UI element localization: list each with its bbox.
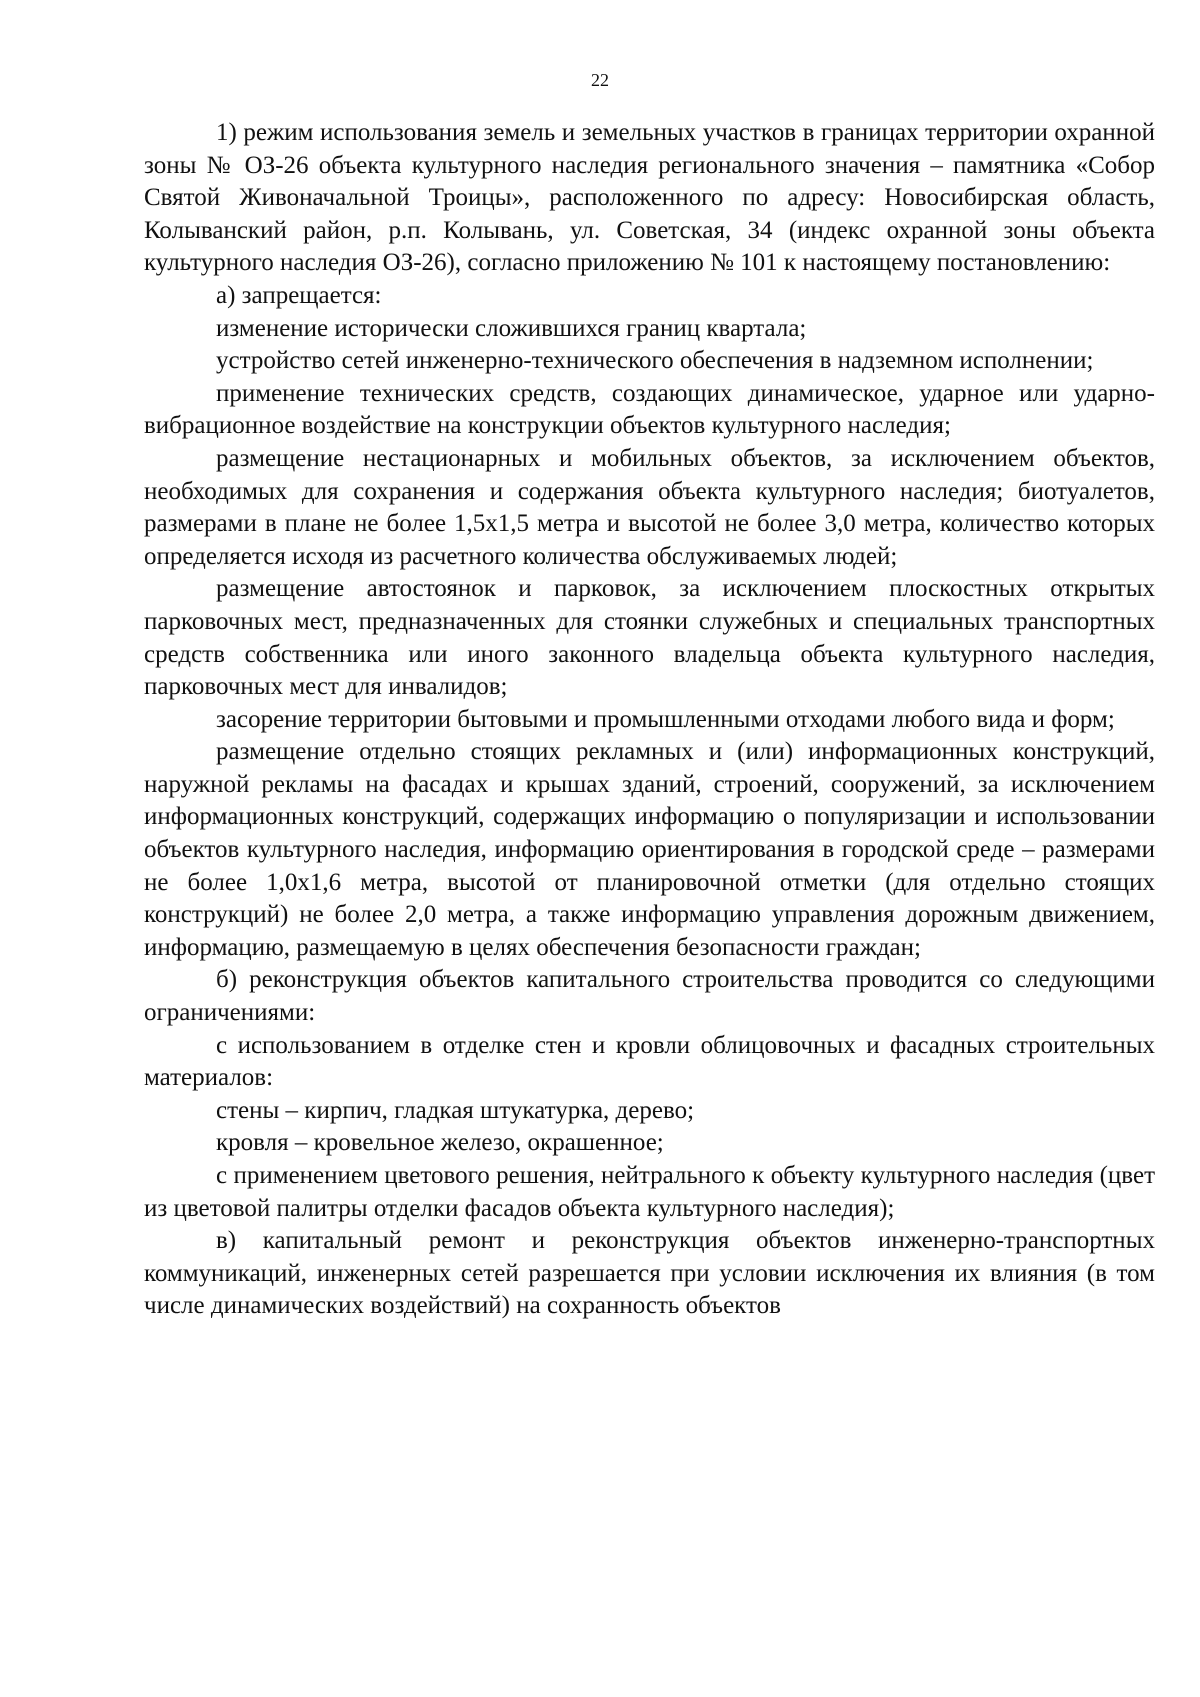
paragraph: б) реконструкция объектов капитального строительства проводится со следующими ограничениями:: [144, 966, 1155, 1027]
paragraph: размещение автостоянок и парковок, за исключением плоскостных открытых парковочных мест, предназначенных для стоянки служебных и специальных транспортных средств собственника или иного законного владельца объекта культурного наследия, парковочных мест для инвалидов;: [144, 575, 1155, 701]
paragraph: с использованием в отделке стен и кровли облицовочных и фасадных строительных материалов:: [144, 1031, 1155, 1092]
paragraph: 1) режим использования земель и земельных участков в границах территории охранной зоны № ОЗ-26 объекта культурного наследия регионального значения – памятника «Собор Святой Живоначальной Троицы», расположенного по адресу: Новосибирская область, Колыванский район, р.п. Колывань, ул. Советская, 34 (индекс охранной зоны объекта культурного наследия ОЗ-26), согласно приложению № 101 к настоящему постановлению:: [144, 119, 1155, 277]
paragraph: устройство сетей инженерно-технического обеспечения в надземном исполнении;: [216, 347, 1094, 375]
document-body: [144, 117, 1155, 1323]
paragraph: стены – кирпич, гладкая штукатурка, дерево;: [216, 1096, 695, 1124]
paragraph: размещение отдельно стоящих рекламных и (или) информационных конструкций, наружной рекламы на фасадах и крышах зданий, строений, сооружений, за исключением информационных конструкций, содержащих информацию о популяризации и использовании объектов культурного наследия, информацию ориентирования в городской среде – размерами не более 1,0х1,6 метра, высотой от планировочной отметки (для отдельно стоящих конструкций) не более 2,0 метра, а также информацию управления дорожным движением, информацию, размещаемую в целях обеспечения безопасности граждан;: [144, 738, 1155, 961]
paragraph: применение технических средств, создающих динамическое, ударное или ударно-вибрационное воздействие на конструкции объектов культурного наследия;: [144, 379, 1155, 440]
page-number: 22: [591, 70, 609, 90]
paragraph: засорение территории бытовыми и промышленными отходами любого вида и форм;: [216, 705, 1115, 733]
paragraph: кровля – кровельное железо, окрашенное;: [216, 1129, 664, 1157]
paragraph: изменение исторически сложившихся границ квартала;: [216, 314, 807, 342]
paragraph: а) запрещается:: [216, 281, 382, 309]
paragraph: с применением цветового решения, нейтрального к объекту культурного наследия (цвет из цветовой палитры отделки фасадов объекта культурного наследия);: [144, 1162, 1155, 1222]
paragraph: в) капитальный ремонт и реконструкция объектов инженерно-транспортных коммуникаций, инженерных сетей разрешается при условии исключения их влияния (в том числе динамических воздействий) на сохранность объектов: [144, 1227, 1155, 1320]
paragraph: размещение нестационарных и мобильных объектов, за исключением объектов, необходимых для сохранения и содержания объекта культурного наследия; биотуалетов, размерами в плане не более 1,5х1,5 метра и высотой не более 3,0 метра, количество которых определяется исходя из расчетного количества обслуживаемых людей;: [144, 444, 1155, 570]
